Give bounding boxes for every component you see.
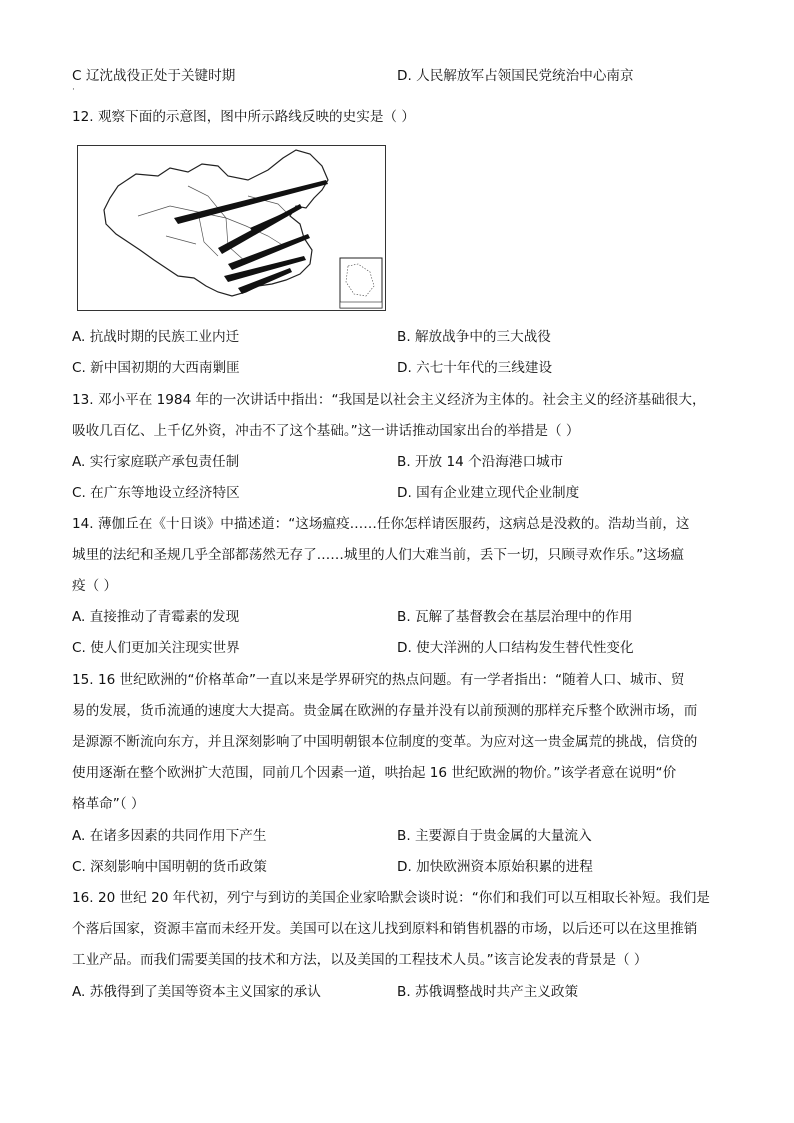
q12-option-d: D. 六七十年代的三线建设: [397, 360, 553, 376]
q15-option-d: D. 加快欧洲资本原始积累的进程: [397, 859, 593, 875]
q15-line-3: 是源源不断流向东方，并且深刻影响了中国明朝银本位制度的变革。为应对这一贵金属荒的挑战，信贷的: [72, 734, 698, 750]
q16-line-2: 个落后国家，资源丰富而未经开发。美国可以在这儿找到原料和销售机器的市场，以后还可以在这里推销: [72, 921, 698, 937]
q14-option-b: B. 瓦解了基督教会在基层治理中的作用: [397, 609, 633, 625]
q15-line-1: 15. 16 世纪欧洲的“价格革命”一直以来是学界研究的热点问题。有一学者指出：“随着人口、城市、贸: [72, 672, 685, 688]
q14-option-c: C. 使人们更加关注现实世界: [72, 640, 240, 656]
q12-stem: 12. 观察下面的示意图，图中所示路线反映的史实是（ ）: [72, 109, 415, 125]
q15-option-c: C. 深刻影响中国明朝的货币政策: [72, 859, 267, 875]
q15-line-5: 格革命”（ ）: [72, 796, 145, 812]
china-map-arrows-icon: [77, 145, 386, 311]
q12-option-b: B. 解放战争中的三大战役: [397, 329, 551, 345]
q16-option-b: B. 苏俄调整战时共产主义政策: [397, 984, 579, 1000]
q13-line-2: 吸收几百亿、上千亿外资，冲击不了这个基础。”这一讲话推动国家出台的举措是（ ）: [72, 423, 580, 439]
q13-option-b: B. 开放 14 个沿海港口城市: [397, 454, 564, 470]
q13-option-d: D. 国有企业建立现代企业制度: [397, 485, 580, 501]
q15-option-b: B. 主要源自于贵金属的大量流入: [397, 828, 592, 844]
q14-line-3: 疫（ ）: [72, 578, 118, 594]
q16-line-3: 工业产品。而我们需要美国的技术和方法，以及美国的工程技术人员。”该言论发表的背景是（ ）: [72, 952, 648, 968]
q12-option-a: A. 抗战时期的民族工业内迁: [72, 329, 240, 345]
q16-option-a: A. 苏俄得到了美国等资本主义国家的承认: [72, 984, 321, 1000]
q14-option-d: D. 使大洋洲的人口结构发生替代性变化: [397, 640, 634, 656]
q14-line-1: 14. 薄伽丘在《十日谈》中描述道：“这场瘟疫……任你怎样请医服药，这病总是没救的。浩劫当前，这: [72, 516, 690, 532]
q16-line-1: 16. 20 世纪 20 年代初，列宁与到访的美国企业家哈默会谈时说：“你们和我们可以互相取长补短。我们是: [72, 890, 710, 906]
q11-option-d: D. 人民解放军占领国民党统治中心南京: [397, 68, 634, 84]
map-figure: [78, 146, 385, 310]
q15-option-a: A. 在诸多因素的共同作用下产生: [72, 828, 267, 844]
q13-line-1: 13. 邓小平在 1984 年的一次讲话中指出：“我国是以社会主义经济为主体的。社会主义的经济基础很大，: [72, 392, 706, 408]
q11-option-c: C 辽沈战役正处于关键时期: [72, 68, 236, 84]
q12-option-c: C. 新中国初期的大西南剿匪: [72, 360, 240, 376]
q14-option-a: A. 直接推动了青霉素的发现: [72, 609, 240, 625]
q15-line-4: 使用逐渐在整个欧洲扩大范围，同前几个因素一道，哄抬起 16 世纪欧洲的物价。”该学者意在说明“价: [72, 765, 677, 781]
q15-line-2: 易的发展，货币流通的速度大大提高。贵金属在欧洲的存量并没有以前预测的那样充斥整个欧洲市场，而: [72, 703, 698, 719]
q13-option-c: C. 在广东等地设立经济特区: [72, 485, 240, 501]
q14-line-2: 城里的法纪和圣规几乎全部都荡然无存了……城里的人们大难当前，丢下一切，只顾寻欢作乐。”这场瘟: [72, 547, 684, 563]
stray-mark: ·: [72, 85, 75, 95]
q13-option-a: A. 实行家庭联产承包责任制: [72, 454, 240, 470]
